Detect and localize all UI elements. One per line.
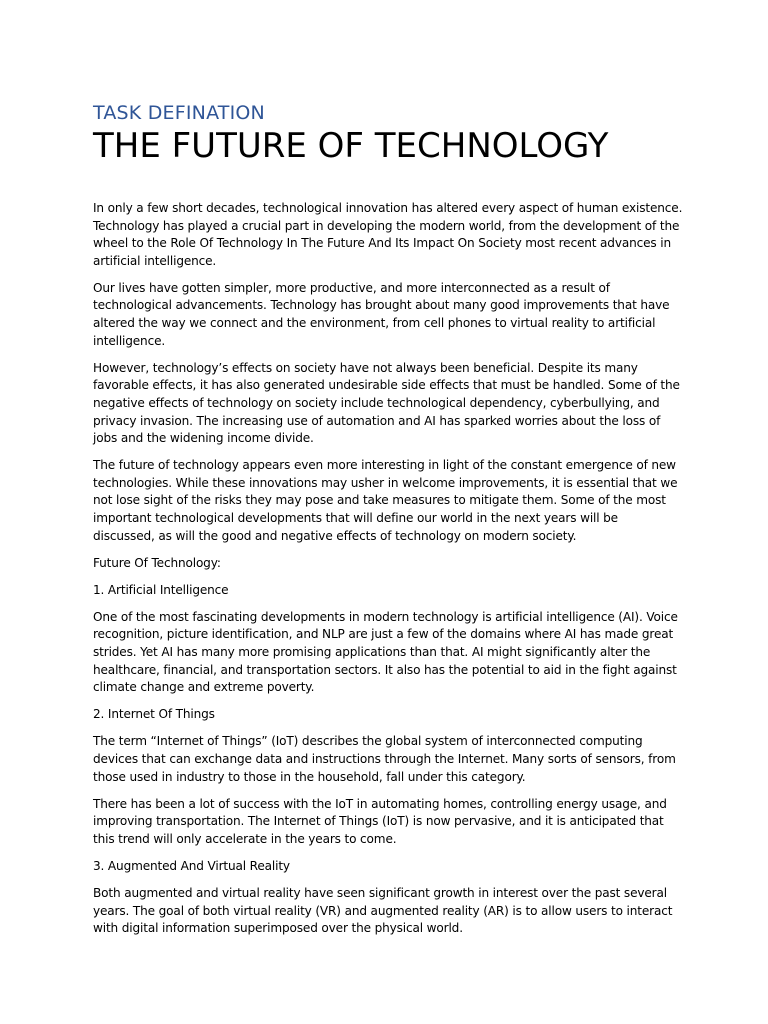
paragraph-ar-vr: Both augmented and virtual reality have seen significant growth in interest over the past several years. The goal of both virtual reality (VR) and augmented reality (AR) is to allow users to interact with digital information superimposed over the physical world.: [93, 886, 673, 936]
paragraph-ai: One of the most fascinating developments in modern technology is artificial intelligence (AI). Voice recognition, picture identification, and NLP are just a few of the domains where AI has made great strides. Yet AI has many more promising applications than that. AI might significantly alter the healthcare, financial, and transportation sectors. It also has the potential to aid in the fight against climate change and extreme poverty.: [93, 609, 678, 695]
section-heading-ai: 1. Artificial Intelligence: [93, 582, 229, 597]
document-title: THE FUTURE OF TECHNOLOGY: [93, 126, 609, 166]
paragraph-intro: In only a few short decades, technological innovation has altered every aspect of human existence. Technology has played a crucial part in developing the modern world, from the development of the wheel to the Role Of Technology In The Future And Its Impact On Society most recent advances in artificial intelligence.: [93, 201, 683, 268]
document-subtitle: TASK DEFINATION: [93, 102, 265, 124]
paragraph-future-outlook: The future of technology appears even more interesting in light of the constant emergence of new technologies. While these innovations may usher in welcome improvements, it is essential that we not lose sight of the risks they may pose and take measures to mitigate them. Some of the most important technological developments that will define our world in the next years will be discussed, as will the good and negative effects of technology on modern society.: [93, 458, 678, 543]
section-heading-ar-vr: 3. Augmented And Virtual Reality: [93, 859, 290, 873]
section-heading-future: Future Of Technology:: [93, 555, 221, 570]
document-body: [93, 100, 683, 947]
paragraph-iot-success: There has been a lot of success with the IoT in automating homes, controlling energy usage, and improving transportation. The Internet of Things (IoT) is now pervasive, and it is anticipated that this trend will only accelerate in the years to come.: [93, 796, 667, 846]
section-heading-iot: 2. Internet Of Things: [93, 707, 215, 722]
paragraph-effects: However, technology’s effects on society have not always been beneficial. Despite its many favorable effects, it has also generated undesirable side effects that must be handled. Some of the negative effects of technology on society include technological dependency, cyberbullying, and privacy invasion. The increasing use of automation and AI has sparked worries about the loss of jobs and the widening income divide.: [93, 360, 680, 446]
paragraph-iot-definition: The term “Internet of Things” (IoT) describes the global system of interconnected computing devices that can exchange data and instructions through the Internet. Many sorts of sensors, from those used in industry to those in the household, fall under this category.: [93, 734, 676, 784]
paragraph-advancements: Our lives have gotten simpler, more productive, and more interconnected as a result of technological advancements. Technology has brought about many good improvements that have altered the way we connect and the environment, from cell phones to virtual reality to artificial intelligence.: [93, 280, 670, 348]
